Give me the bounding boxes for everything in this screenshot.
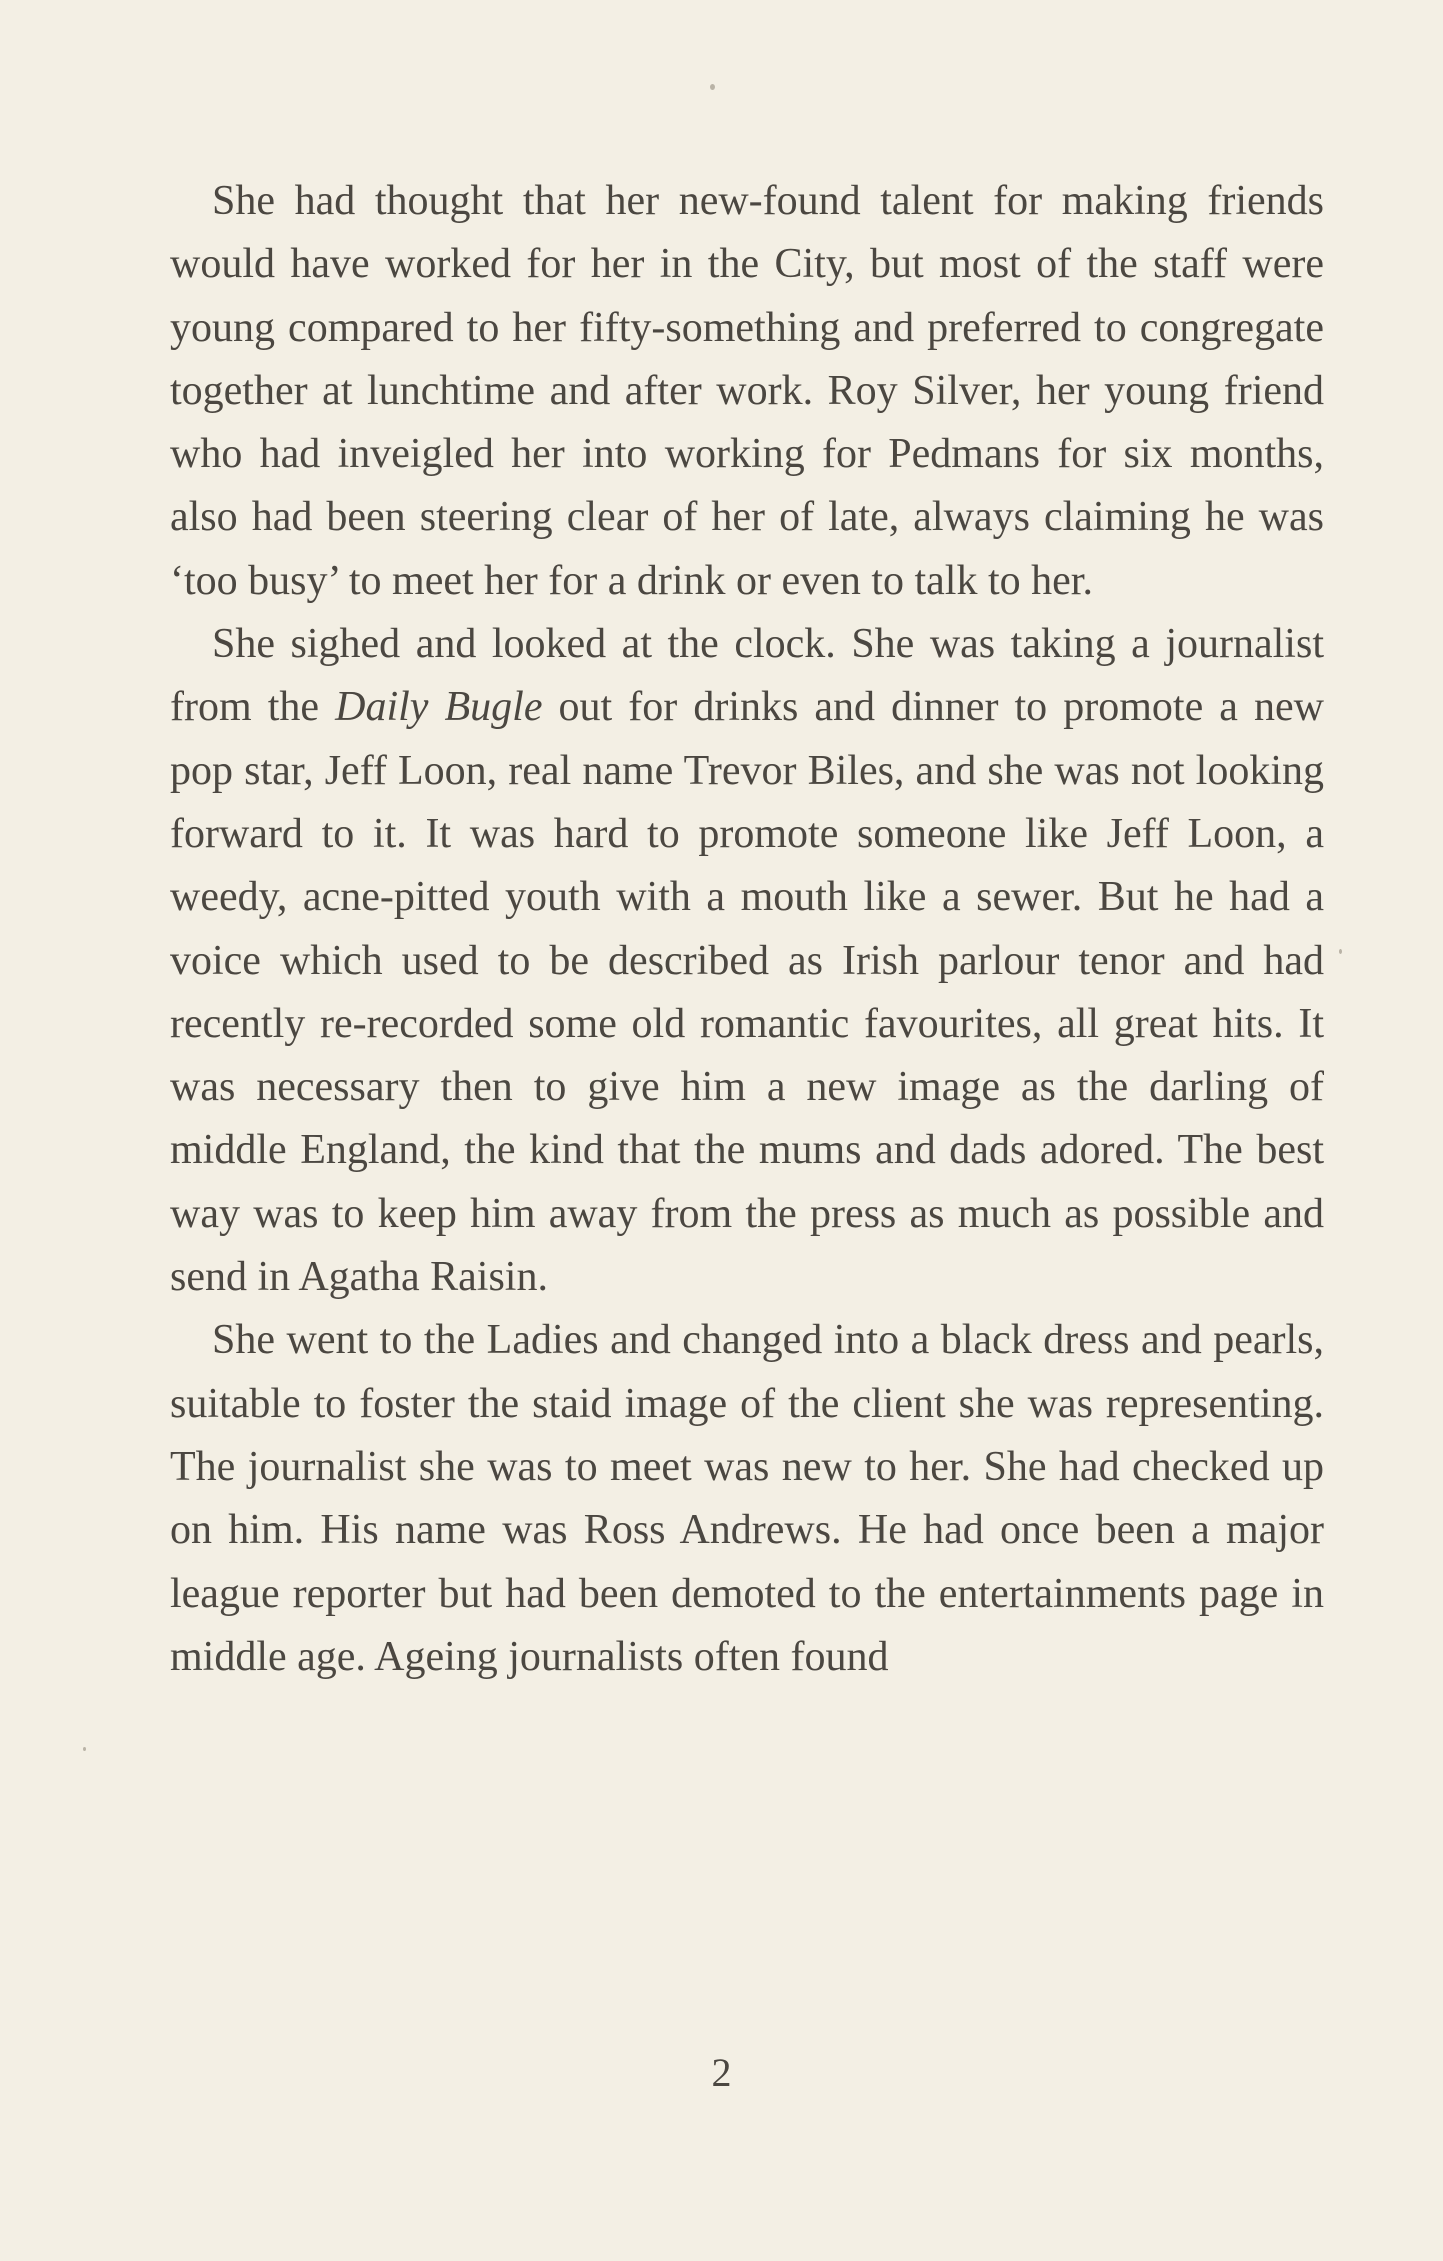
- paper-speck: [710, 84, 715, 90]
- paper-speck: [1339, 949, 1342, 954]
- paragraph-text: She had thought that her new-found talent for making friends would have worked for her in the City, but most of the staff were young compared to her fifty-something and preferred to congregate together at lunchtime and after work. Roy Silver, her young friend who had inveigled her into working for Pedmans for six months, also had been steering clear of her of late, always claiming he was ‘too busy’ to meet her for a drink or even to talk to her.: [170, 178, 1324, 604]
- paragraph-text: out for drinks and dinner to promote a new pop star, Jeff Loon, real name Trevor Biles, and she was not looking forward to it. It was hard to promote someone like Jeff Loon, a weedy, acne-pitted youth with a mouth like a sewer. But he had a voice which used to be described as Irish parlour tenor and had recently re-recorded some old romantic favourites, all great hits. It was necessary then to give him a new image as the darling of middle England, the kind that the mums and dads adored. The best way was to keep him away from the press as much as possible and send in Agatha Raisin.: [170, 684, 1324, 1301]
- paragraph-text: She went to the Ladies and changed into a black dress and pearls, suitable to foster the staid image of the client she was representing. The journalist she was to meet was new to her. She had checked up on him. His name was Ross Andrews. He had once been a major league reporter but had been demoted to the entertainments page in middle age. Ageing journalists often found: [170, 1317, 1324, 1680]
- newspaper-title: Daily Bugle: [335, 684, 543, 731]
- body-text: [170, 170, 1324, 1689]
- page-number: 2: [711, 2050, 732, 2095]
- paragraph-1: [170, 170, 1324, 613]
- paragraph-3: [170, 1309, 1324, 1689]
- paper-speck: [83, 1747, 86, 1751]
- paragraph-text: She sighed and looked at the clock. She was taking a journalist from the: [170, 621, 1324, 731]
- paragraph-2: [170, 613, 1324, 1309]
